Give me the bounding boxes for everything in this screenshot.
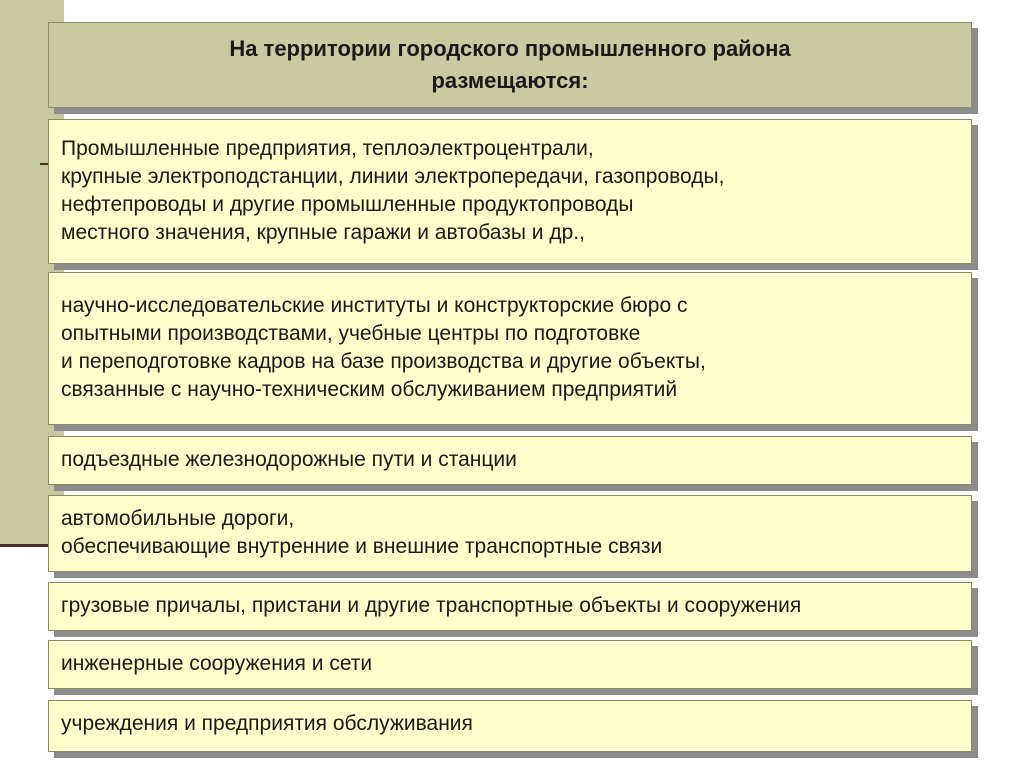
item-text-line: связанные с научно-техническим обслуживанием предприятий [61, 378, 678, 401]
item-text-line: грузовые причалы, пристани и другие транспортные объекты и сооружения [61, 594, 802, 617]
item-text-line: крупные электроподстанции, линии электропередачи, газопроводы, [61, 165, 725, 188]
item-box-research-institutes [48, 272, 972, 425]
item-text-line: научно-исследовательские институты и конструкторские бюро с [61, 294, 688, 317]
item-text-line: инженерные сооружения и сети [61, 652, 373, 675]
item-text-line: подъездные железнодорожные пути и станции [61, 448, 517, 471]
item-box-industrial-enterprises [48, 119, 972, 264]
item-text-line: и переподготовке кадров на базе производства и другие объекты, [61, 350, 706, 373]
item-box-engineering-structures [48, 640, 972, 689]
item-box-service-institutions [48, 700, 972, 752]
item-text-line: автомобильные дороги, [61, 507, 295, 530]
item-box-roads [48, 495, 972, 572]
item-text-line: учреждения и предприятия обслуживания [61, 712, 473, 735]
item-box-cargo-piers [48, 582, 972, 631]
header-title-line: На территории городского промышленного района [229, 36, 791, 61]
header-box [48, 22, 972, 108]
item-text-line: местного значения, крупные гаражи и автобазы и др., [61, 221, 585, 244]
item-box-railway-tracks [48, 436, 972, 485]
item-text-line: опытными производствами, учебные центры по подготовке [61, 322, 641, 345]
item-text-line: обеспечивающие внутренние и внешние транспортные связи [61, 535, 663, 558]
item-text-line: Промышленные предприятия, теплоэлектроцентрали, [61, 137, 594, 160]
header-title-line: размещаются: [431, 68, 589, 93]
item-text-line: нефтепроводы и другие промышленные продуктопроводы [61, 193, 634, 216]
